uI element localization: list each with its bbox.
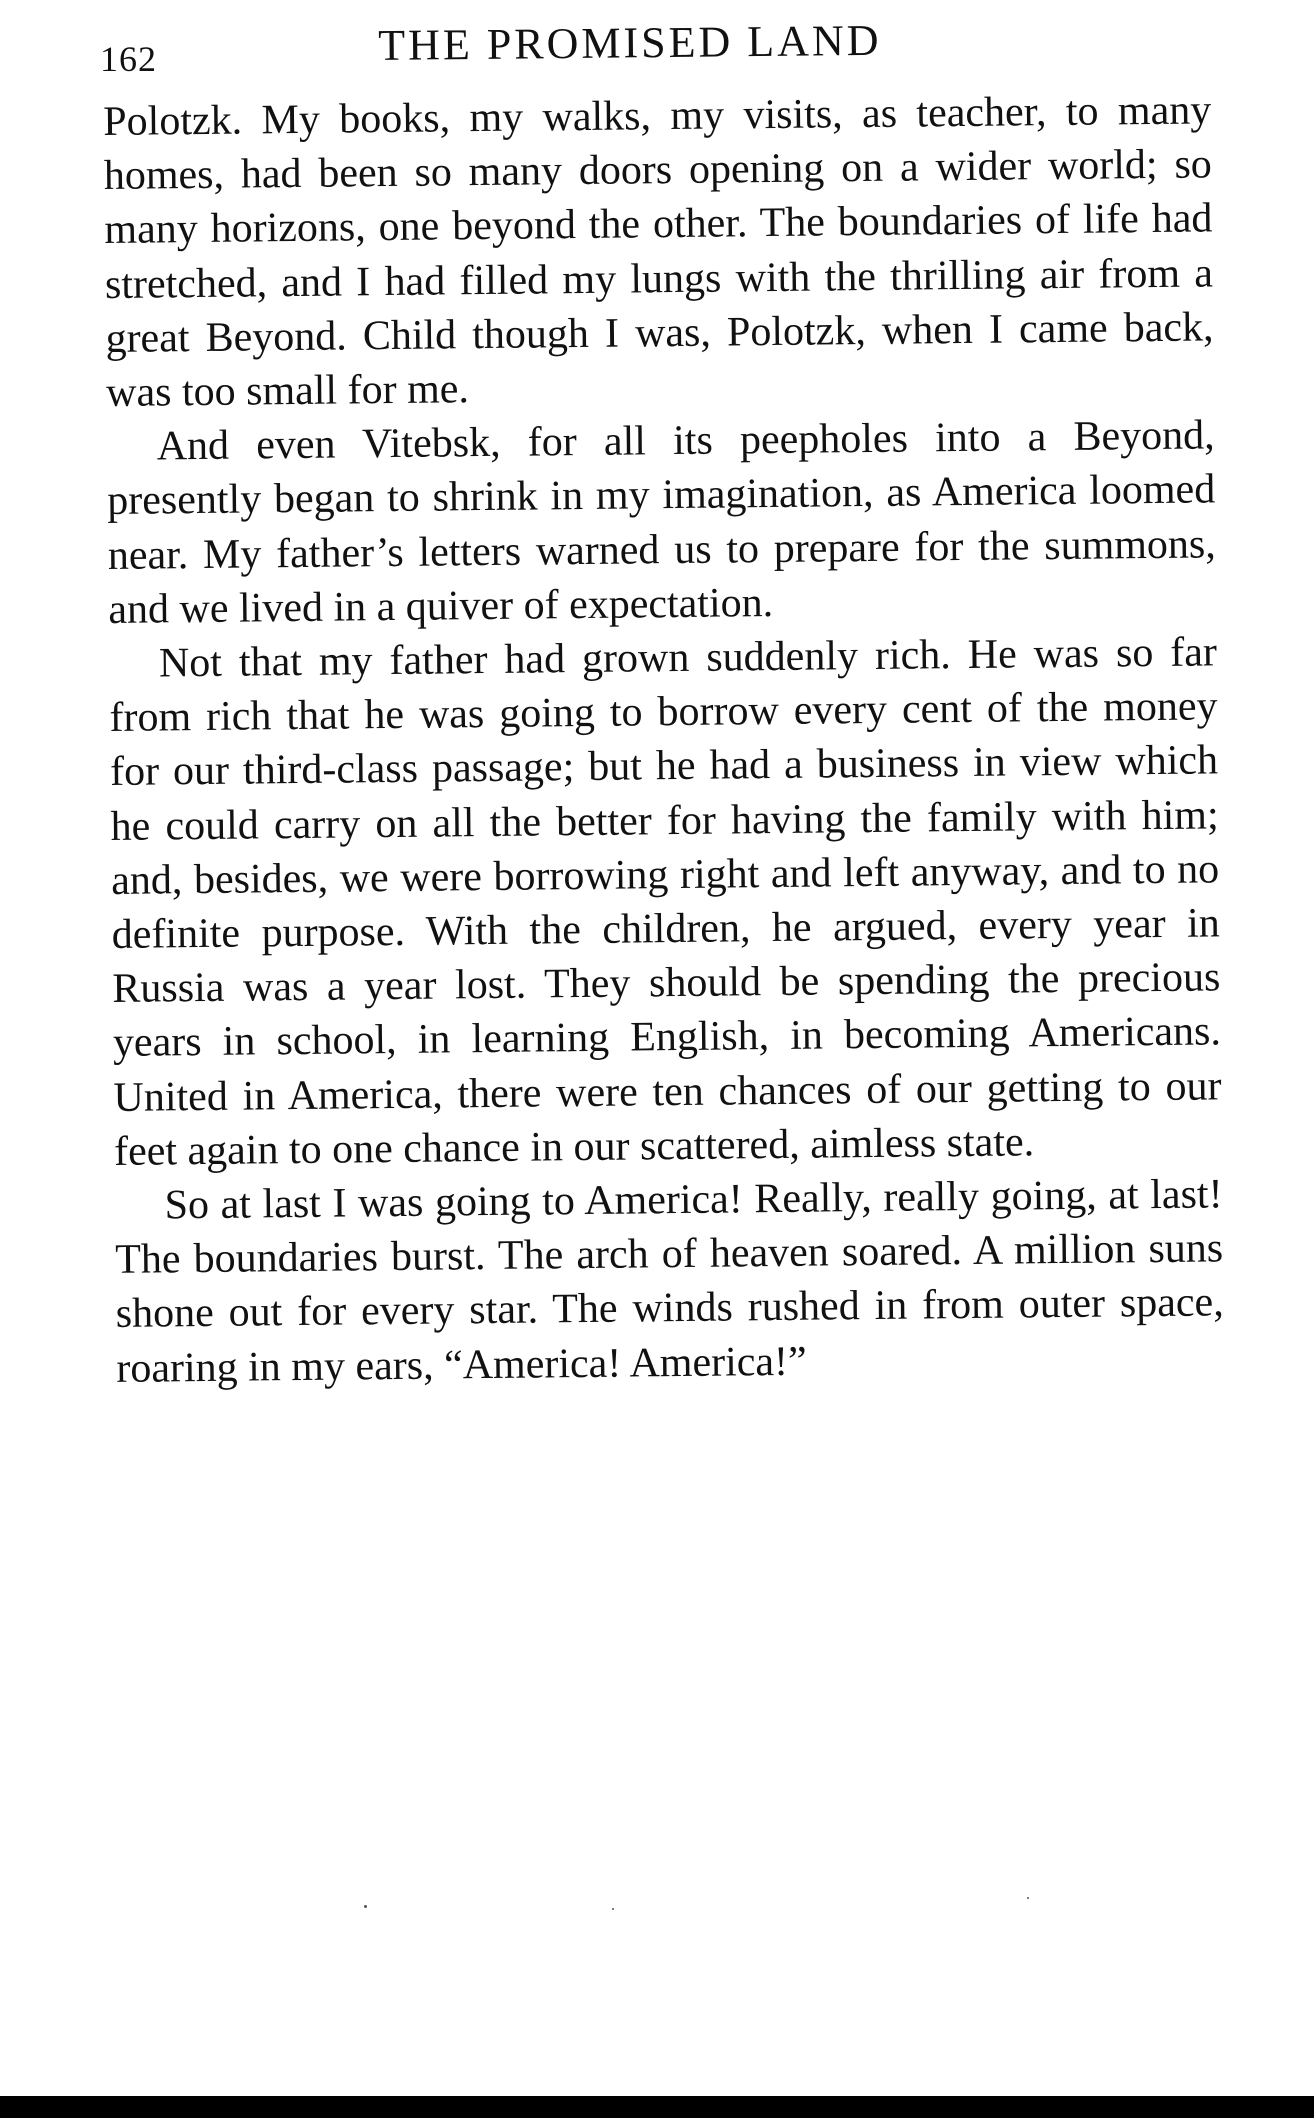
- body-text: [103, 83, 1225, 1395]
- scan-speck: [612, 1908, 614, 1910]
- scan-border-bottom: [0, 2096, 1314, 2118]
- scan-speck: [364, 1905, 367, 1908]
- paragraph: So at last I was going to America! Really, really going, at last! The boundaries burst. The arch of heaven soared. A million suns shone out for every star. The winds rushed in from outer space, roaring in my ears, “America! America!”: [114, 1171, 1224, 1392]
- scan-speck: [1027, 1897, 1029, 1899]
- running-head: THE PROMISED LAND: [378, 15, 882, 70]
- page-number: 162: [100, 39, 157, 79]
- page-header: [100, 15, 1200, 80]
- paragraph: And even Vitebsk, for all its peepholes into a Beyond, presently began to shrink in my imagination, as America loomed near. My father’s letters warned us to prepare for the summons, and we lived in a quiver of expectation.: [107, 412, 1217, 633]
- paragraph: Polotzk. My books, my walks, my visits, as teacher, to many homes, had been so many doors opening on a wider world; so many horizons, one beyond the other. The boundaries of life had stretched, and I had filled my lungs with the thrilling air from a great Beyond. Child though I was, Polotzk, when I came back, was too small for me.: [103, 87, 1214, 416]
- paragraph: Not that my father had grown suddenly rich. He was so far from rich that he was going to borrow every cent of the money for our third-class passage; but he had a business in view which he could carry on all the better for having the family with him; and, besides, we were borrowing right and left anyway, and to no definite purpose. With the children, he argued, every year in Russia was a year lost. They should be spending the precious years in school, in learning English, in becoming Americans. United in America, there were ten chances of our getting to our feet again to one chance in our scattered, aimless state.: [109, 629, 1222, 1175]
